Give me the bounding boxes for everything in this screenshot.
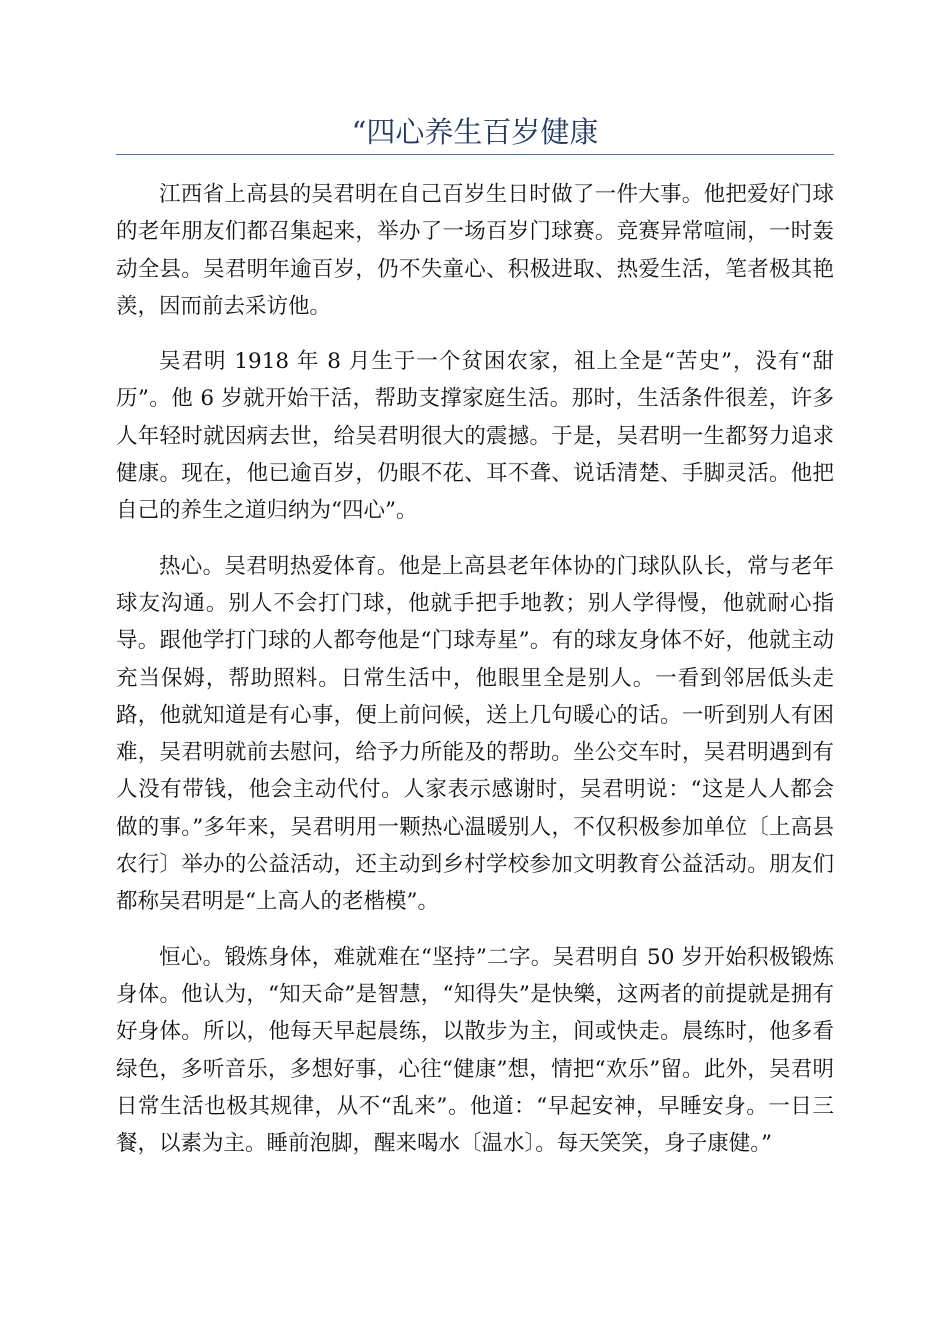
- page-title: “四心养生百岁健康: [351, 115, 599, 149]
- title-underline: [116, 154, 834, 155]
- paragraph-intro: 江西省上高县的吴君明在自己百岁生日时做了一件大事。他把爱好门球的老年朋友们都召集起来，举办了一场百岁门球赛。竞赛异常喧闹，一时轰动全县。吴君明年逾百岁，仍不失童心、积极进取、热爱生活，笔者极其艳羡，因而前去采访他。: [116, 182, 834, 319]
- paragraph-warm-heart: 热心。吴君明热爱体育。他是上高县老年体协的门球队队长，常与老年球友沟通。别人不会打门球，他就手把手地教；别人学得慢，他就耐心指导。跟他学打门球的人都夸他是“门球寿星”。有的球友身体不好，他就主动充当保姆，帮助照料。日常生活中，他眼里全是别人。一看到邻居低头走路，他就知道是有心事，便上前问候，送上几句暖心的话。一听到别人有困难，吴君明就前去慰问，给予力所能及的帮助。坐公交车时，吴君明遇到有人没有带钱，他会主动代付。人家表示感谢时，吴君明说：“这是人人都会做的事。”多年来，吴君明用一颗热心温暖别人，不仅积极参加单位〔上高县农行〕举办的公益活动，还主动到乡村学校参加文明教育公益活动。朋友们都称吴君明是“上高人的老楷模”。: [116, 553, 834, 915]
- paragraph-perseverance: 恒心。锻炼身体，难就难在“坚持”二字。吴君明自 50 岁开始积极锻炼身体。他认为，“知天命”是智慧，“知得失”是快樂，这两者的前提就是拥有好身体。所以，他每天早起晨练，以散步为主，间或快走。晨练时，他多看绿色，多听音乐，多想好事，心往“健康”想，情把“欢乐”留。此外，吴君明日常生活也极其规律，从不“乱来”。他道：“早起安神，早睡安身。一日三餐，以素为主。睡前泡脚，醒来喝水〔温水〕。每天笑笑，身子康健。”: [116, 944, 834, 1157]
- article-body: [116, 176, 834, 1180]
- paragraph-background: 吴君明 1918 年 8 月生于一个贫困农家，祖上全是“苦史”，没有“甜历”。他 6 岁就开始干活，帮助支撑家庭生活。那时，生活条件很差，许多人年轻时就因病去世，给吴君明很大的震撼。于是，吴君明一生都努力追求健康。现在，他已逾百岁，仍眼不花、耳不聋、说话清楚、手脚灵活。他把自己的养生之道归纳为“四心”。: [116, 349, 834, 524]
